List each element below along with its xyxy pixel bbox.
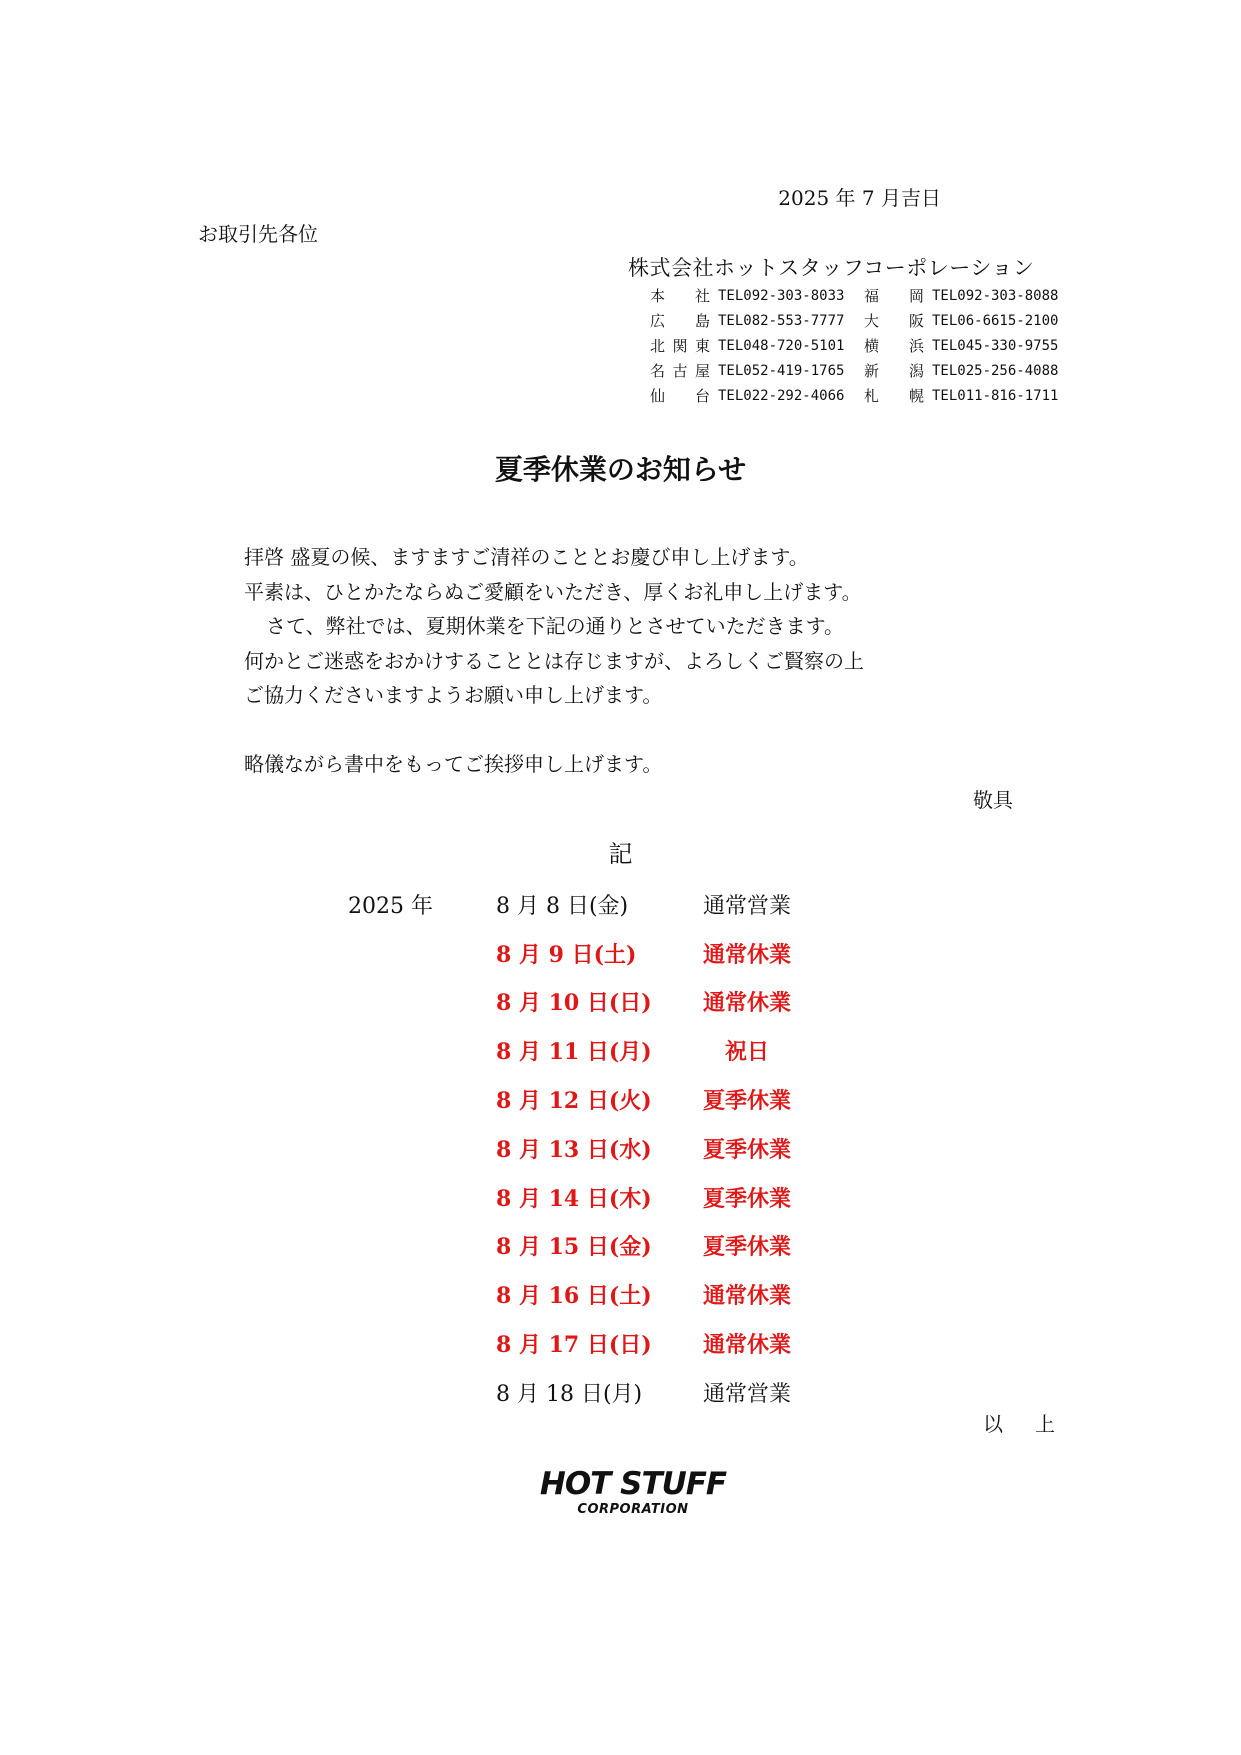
recipient: お取引先各位 xyxy=(198,222,318,246)
office-tel: TEL045-330-9755 xyxy=(932,338,1059,354)
schedule-status: 夏季休業 xyxy=(702,1136,791,1163)
office-name: 大 阪 xyxy=(864,312,924,330)
letter-body xyxy=(244,540,864,782)
office-row xyxy=(650,284,1072,309)
schedule-row xyxy=(348,1124,802,1173)
body-line: 何かとご迷惑をおかけすることとは存じますが、よろしくご賢察の上 xyxy=(244,648,864,673)
schedule-row xyxy=(348,1368,802,1417)
letter-date: 2025 年 7 月吉日 xyxy=(778,186,941,210)
schedule-date: 8 月 9 日(土) xyxy=(496,941,637,968)
schedule-date: 8 月 11 日(月) xyxy=(496,1039,652,1066)
schedule-status: 通常営業 xyxy=(702,1381,791,1407)
schedule-year: 2025 年 xyxy=(348,893,433,919)
office-row xyxy=(650,359,1072,384)
office-name: 仙 台 xyxy=(650,387,710,405)
office-name: 横 浜 xyxy=(864,337,924,355)
office-tel: TEL092-303-8033 xyxy=(718,288,845,304)
office-tel: TEL025-256-4088 xyxy=(932,363,1059,379)
body-line: 平素は、ひとかたならぬご愛顧をいただき、厚くお礼申し上げます。 xyxy=(244,579,862,604)
schedule-row xyxy=(348,1222,802,1271)
office-tel: TEL052-419-1765 xyxy=(718,363,845,379)
schedule-status: 通常休業 xyxy=(702,1332,791,1359)
hot-stuff-logo xyxy=(528,1466,738,1526)
schedule-row xyxy=(348,880,802,929)
schedule-status: 通常休業 xyxy=(702,990,791,1017)
schedule-date: 8 月 16 日(土) xyxy=(496,1283,652,1310)
logo-subtitle: CORPORATION xyxy=(577,1502,689,1517)
office-name: 新 潟 xyxy=(864,362,924,380)
schedule-date: 8 月 8 日(金) xyxy=(496,893,629,919)
closing-keigu: 敬具 xyxy=(973,788,1013,812)
schedule-date: 8 月 10 日(日) xyxy=(496,990,652,1017)
schedule-row xyxy=(348,1270,802,1319)
schedule-status: 夏季休業 xyxy=(702,1185,791,1212)
holiday-schedule xyxy=(348,880,802,1417)
blank-line xyxy=(244,713,864,748)
office-directory xyxy=(650,284,1072,409)
body-line: ご協力くださいますようお願い申し上げます。 xyxy=(244,683,663,707)
office-name: 福 岡 xyxy=(864,287,924,305)
logo-wordmark: HOT STUFF xyxy=(539,1466,727,1502)
schedule-date: 8 月 18 日(月) xyxy=(496,1381,643,1407)
notice-title: 夏季休業のお知らせ xyxy=(494,453,747,486)
schedule-date: 8 月 14 日(木) xyxy=(496,1185,652,1212)
office-row xyxy=(650,309,1072,334)
body-line: 略儀ながら書中をもってご挨拶申し上げます。 xyxy=(244,752,663,776)
office-name: 本 社 xyxy=(650,287,710,305)
office-row xyxy=(650,334,1072,359)
schedule-row xyxy=(348,929,802,978)
schedule-row xyxy=(348,1319,802,1368)
office-name: 札 幌 xyxy=(864,387,924,405)
office-tel: TEL082-553-7777 xyxy=(718,313,845,329)
office-tel: TEL06-6615-2100 xyxy=(932,313,1059,329)
schedule-date: 8 月 15 日(金) xyxy=(496,1234,652,1261)
schedule-row xyxy=(348,978,802,1027)
office-tel: TEL022-292-4066 xyxy=(718,388,845,404)
schedule-status: 夏季休業 xyxy=(702,1088,791,1115)
schedule-status: 通常休業 xyxy=(702,1283,791,1310)
schedule-date: 8 月 17 日(日) xyxy=(496,1332,652,1359)
office-tel: TEL092-303-8088 xyxy=(932,288,1059,304)
office-tel: TEL048-720-5101 xyxy=(718,338,845,354)
office-tel: TEL011-816-1711 xyxy=(932,388,1059,404)
schedule-status: 夏季休業 xyxy=(702,1234,791,1261)
schedule-status: 祝日 xyxy=(724,1039,769,1066)
office-row xyxy=(650,384,1072,409)
schedule-status: 通常休業 xyxy=(702,941,791,968)
office-name: 北関東 xyxy=(650,337,710,355)
closing-ijou: 以 上 xyxy=(983,1412,1061,1436)
body-line: さて、弊社では、夏期休業を下記の通りとさせていただきます。 xyxy=(266,614,844,638)
ki-heading: 記 xyxy=(608,840,633,868)
schedule-date: 8 月 13 日(水) xyxy=(496,1136,652,1163)
office-name: 名古屋 xyxy=(650,362,710,380)
company-name: 株式会社ホットスタッフコーポレーション xyxy=(628,256,1035,280)
office-name: 広 島 xyxy=(650,312,710,330)
schedule-row xyxy=(348,1173,802,1222)
schedule-row xyxy=(348,1026,802,1075)
schedule-row xyxy=(348,1075,802,1124)
schedule-date: 8 月 12 日(火) xyxy=(496,1088,652,1115)
schedule-status: 通常営業 xyxy=(702,893,791,919)
body-line: 拝啓 盛夏の候、ますますご清祥のこととお慶び申し上げます。 xyxy=(244,545,809,569)
